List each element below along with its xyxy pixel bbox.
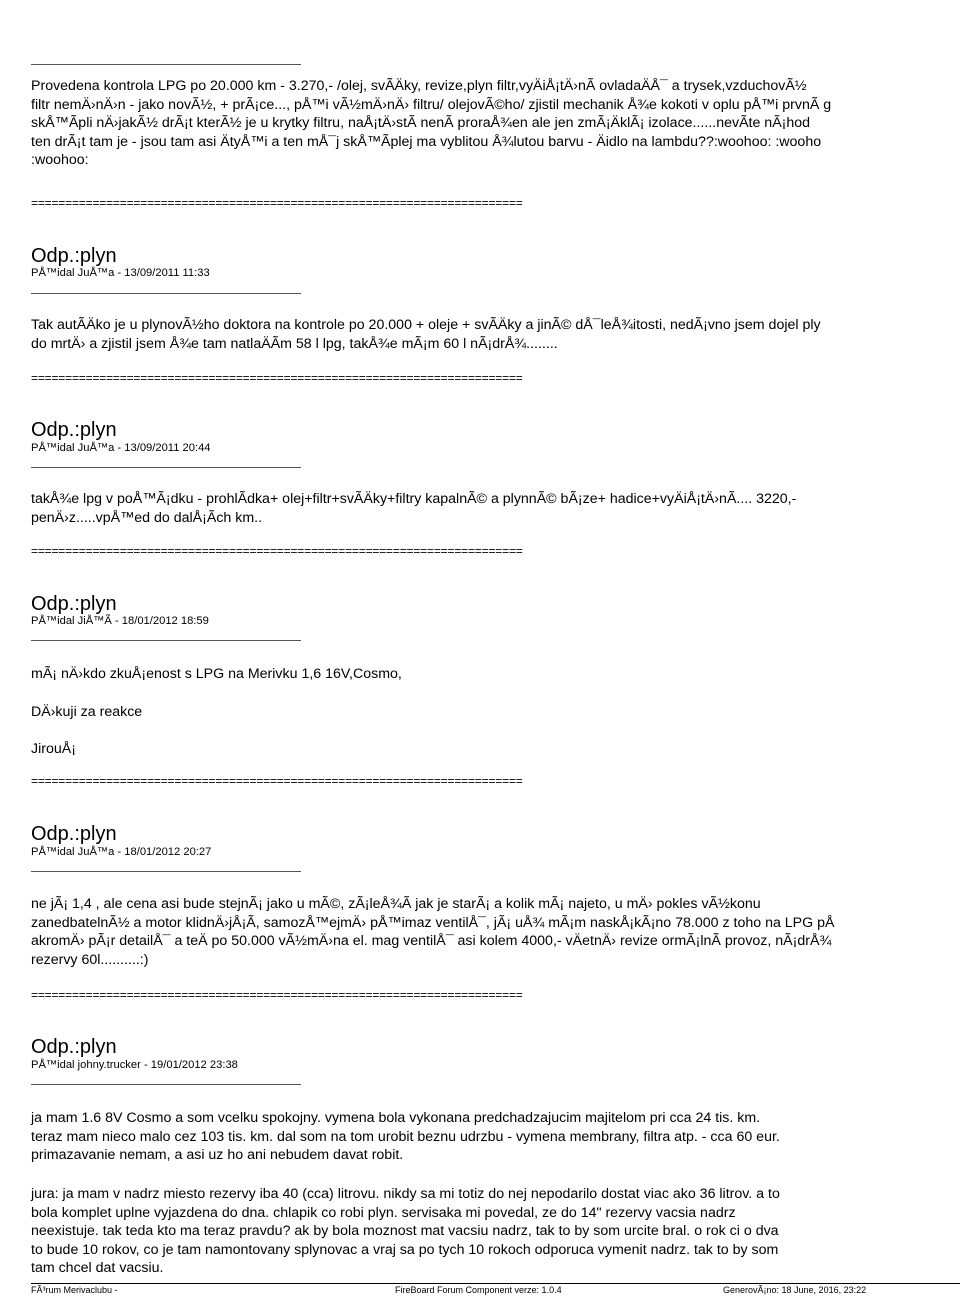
footer-site-name: FÃ³rum Merivaclubu - xyxy=(31,1285,118,1295)
post-separator: ======================================================================== xyxy=(31,196,523,210)
post-separator: ======================================================================== xyxy=(31,988,523,1002)
reply-body xyxy=(31,316,821,353)
footer-divider xyxy=(31,1283,960,1284)
reply-divider xyxy=(31,467,301,468)
text-line: Tak autÃÄko je u plynovÃ½ho doktora na kontrole po 20.000 + oleje + svÃÄky a jinÃ© dÅ¯leÅ¾itosti, nedÃ¡vno jsem dojel ply xyxy=(31,317,821,333)
text-line: jura: ja mam v nadrz miesto rezervy iba 40 (cca) litrovu. nikdy sa mi totiz do nej nepodarilo dostat viac ako 36 litrov. a to xyxy=(31,1186,780,1202)
text-line: filtr nemÄ›nÄ›n - jako novÃ½, + prÃ¡ce..., pÅ™i vÃ½mÄ›nÄ› filtru/ olejovÃ©ho/ zjistil mechanik Å¾e kokoti v oplu pÅ™i prvnÃ g xyxy=(31,96,832,113)
post-separator: ======================================================================== xyxy=(31,544,523,558)
text-line: :woohoo: xyxy=(31,152,89,168)
reply-divider xyxy=(31,640,301,641)
reply-meta: PÅ™idal JiÅ™Ã - 18/01/2012 18:59 xyxy=(31,615,209,627)
reply-title: Odp.:plyn xyxy=(31,419,117,441)
reply-divider xyxy=(31,871,301,872)
reply-title: Odp.:plyn xyxy=(31,245,117,267)
reply-body xyxy=(31,490,796,527)
text-line: skÅ™Ãpli nÄ›jakÃ½ drÃ¡t kterÃ½ je u krytky filtru, naÅ¡tÄ›stÃ nenÃ proraÅ¾en ale jen zmÃ¡ÄklÃ¡ izolace......nevÃte nÃ¡hod xyxy=(31,115,811,131)
reply-meta: PÅ™idal JuÅ™a - 13/09/2011 20:44 xyxy=(31,442,211,454)
text-line: ten drÃ¡t tam je - jsou tam asi ÄtyÅ™i a ten mÅ¯j skÅ™Ãplej ma vyblitou Å¾lutou barvu - Äidlo na lambdu??:woohoo: :wooho xyxy=(31,133,822,150)
footer-component-version: FireBoard Forum Component verze: 1.0.4 xyxy=(395,1285,562,1295)
reply-meta: PÅ™idal johny.trucker - 19/01/2012 23:38 xyxy=(31,1059,238,1071)
reply-body: DÄ›kuji za reakce xyxy=(31,704,143,720)
text-line: tam chcel dat vacsiu. xyxy=(31,1260,164,1276)
top-divider xyxy=(31,64,301,65)
text-line: akromÄ› pÃ¡r detailÅ¯ a teÄ po 50.000 vÃ½mÄ›na el. mag ventilÅ¯ asi kolem 4000,- vÄetnÄ› revize ormÃ¡lnÃ provoz, nÃ¡drÅ¾ xyxy=(31,933,832,949)
reply-body: mÃ¡ nÄ›kdo zkuÅ¡enost s LPG na Merivku 1,6 16V,Cosmo, xyxy=(31,666,402,682)
text-line: Provedena kontrola LPG po 20.000 km - 3.270,- /olej, svÃÄky, revize,plyn filtr,vyÄiÅ¡tÄ›nÃ ovladaÄÅ¯ a trysek,vzduchovÃ½ xyxy=(31,78,807,94)
text-line: zanedbatelnÃ½ a motor klidnÄ›jÅ¡Ã, samozÅ™ejmÄ› pÅ™imaz ventilÅ¯, jÃ¡ uÅ¾ mÃ¡m naskÅ¡kÃ¡no 78.000 z toho na LPG pÅ xyxy=(31,914,835,931)
text-line: primazavanie nemam, a asi uz ho ani nebudem davat robit. xyxy=(31,1147,404,1163)
text-line: ja mam 1.6 8V Cosmo a som vcelku spokojny. vymena bola vykonana predchadzajucim majitelom pri cca 24 tis. km. xyxy=(31,1110,761,1126)
text-line: ne jÃ¡ 1,4 , ale cena asi bude stejnÃ¡ jako u mÃ©, zÃ¡leÅ¾Ã jak je starÃ¡ a kolik mÃ¡ najeto, u mÄ› pokles vÃ½konu xyxy=(31,896,761,912)
post-separator: ======================================================================== xyxy=(31,371,523,385)
text-line: penÄ›z.....vpÅ™ed do dalÅ¡Ãch km.. xyxy=(31,509,263,526)
text-line: teraz mam nieco malo cez 103 tis. km. dal som na tom urobit beznu udrzbu - vymena membrany, filtra atp. - cca 60 eur. xyxy=(31,1128,780,1145)
reply-body xyxy=(31,1109,780,1165)
reply-title: Odp.:plyn xyxy=(31,1036,117,1058)
post-separator: ======================================================================== xyxy=(31,774,523,788)
reply-divider xyxy=(31,1084,301,1085)
reply-meta: PÅ™idal JuÅ™a - 13/09/2011 11:33 xyxy=(31,267,210,279)
text-line: takÅ¾e lpg v poÅ™Ã¡dku - prohlÃdka+ olej+filtr+svÃÄky+filtry kapalnÃ© a plynnÃ© bÃ¡ze+ hadice+vyÄiÅ¡tÄ›nÃ.... 3220,- xyxy=(31,491,797,507)
reply-divider xyxy=(31,293,301,294)
footer-generated-date: GenerovÃ¡no: 18 June, 2016, 23:22 xyxy=(723,1285,867,1295)
reply-title: Odp.:plyn xyxy=(31,593,117,615)
reply-title: Odp.:plyn xyxy=(31,823,117,845)
text-line: bola komplet uplne vyjazdena do dna. chlapik co robi plyn. servisaka mi povedal, ze do 14" rezervy vacsia nadrz xyxy=(31,1204,736,1221)
text-line: do mrtÄ› a zjistil jsem Å¾e tam natlaÄÃm 58 l lpg, takÅ¾e mÃ¡m 60 l nÃ¡drÅ¾........ xyxy=(31,335,558,352)
reply-body xyxy=(31,1185,780,1278)
text-line: to bude 10 rokov, co je tam namontovany splynovac a vraj sa po tych 10 rokoch odporuca vymenit nadrz. tak to by som xyxy=(31,1241,779,1258)
text-line: rezervy 60l..........:) xyxy=(31,951,149,968)
text-line: neexistuje. tak teda kto ma teraz pravdu? ak by bola moznost mat vacsiu nadrz, tak to by som urcite bral. o rok ci o dva xyxy=(31,1223,779,1239)
reply-meta: PÅ™idal JuÅ™a - 18/01/2012 20:27 xyxy=(31,846,212,858)
reply-body xyxy=(31,895,960,969)
opening-post-body xyxy=(31,77,960,170)
reply-signature: JirouÅ¡ xyxy=(31,741,76,757)
